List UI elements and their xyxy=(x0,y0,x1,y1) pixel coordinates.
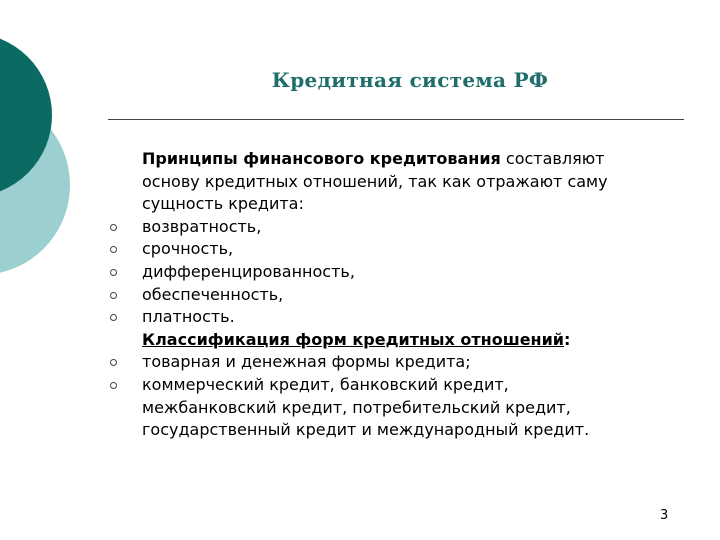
list-item xyxy=(110,238,700,261)
principles-intro-line xyxy=(110,148,700,171)
bullet-icon xyxy=(110,246,117,253)
list-item-continuation: государственный кредит и международный кредит. xyxy=(142,420,590,440)
slide-content xyxy=(110,148,700,442)
principles-intro-line: сущность кредита: xyxy=(142,194,304,214)
bullet-icon xyxy=(110,224,117,231)
decorative-circles xyxy=(0,0,90,300)
principles-intro-rest: составляют xyxy=(500,149,605,168)
list-item-text: обеспеченность, xyxy=(142,284,284,304)
bullet-icon xyxy=(110,359,117,366)
list-item-continuation: межбанковский кредит, потребительский кредит, xyxy=(142,397,571,417)
bullet-icon xyxy=(110,269,117,276)
list-item-text: платность. xyxy=(142,307,235,327)
bullet-icon xyxy=(110,382,117,389)
list-item-text: дифференцированность, xyxy=(142,261,355,281)
list-item-text: срочность, xyxy=(142,239,234,259)
list-item-text: товарная и денежная формы кредита; xyxy=(142,352,471,372)
list-item xyxy=(110,351,700,374)
list-item xyxy=(110,306,700,329)
principles-intro-line: основу кредитных отношений, так как отражают саму xyxy=(142,171,608,191)
classification-heading-colon: : xyxy=(564,329,571,349)
list-item xyxy=(110,284,700,307)
list-item xyxy=(110,261,700,284)
page-number: 3 xyxy=(660,508,669,523)
classification-heading-line xyxy=(110,329,700,352)
list-item xyxy=(110,374,700,397)
list-item-text: возвратность, xyxy=(142,216,262,236)
principles-heading: Принципы финансового кредитования xyxy=(142,149,501,168)
list-item xyxy=(110,216,700,239)
title-divider xyxy=(108,119,684,120)
list-item-text: коммерческий кредит, банковский кредит, xyxy=(142,374,509,394)
bullet-icon xyxy=(110,292,117,299)
bullet-icon xyxy=(110,314,117,321)
classification-heading: Классификация форм кредитных отношений xyxy=(142,329,565,349)
slide-title: Кредитная система РФ xyxy=(271,68,549,92)
